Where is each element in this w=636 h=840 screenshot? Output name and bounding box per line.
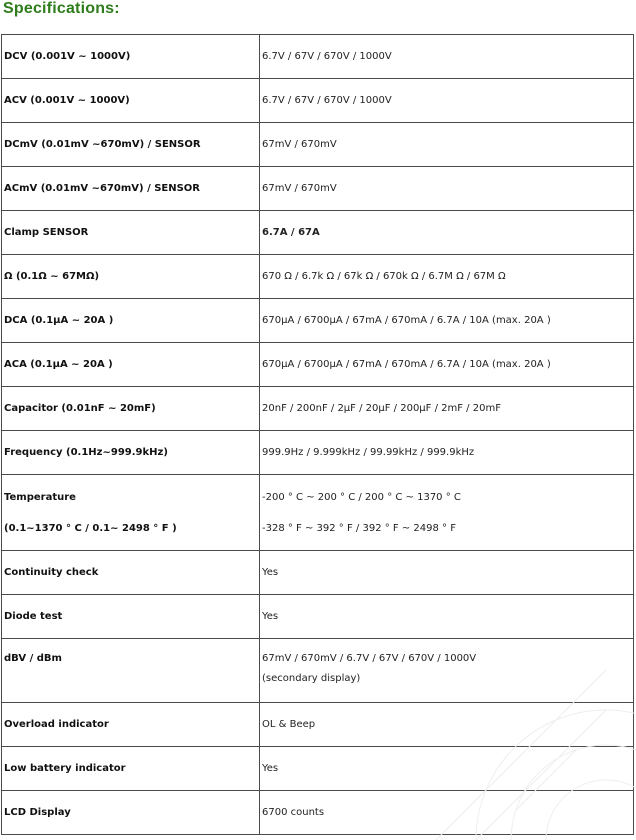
spec-value: 999.9Hz / 9.999kHz / 99.99kHz / 999.9kHz xyxy=(260,431,634,475)
spec-label: Low battery indicator xyxy=(2,747,260,791)
spec-label: Diode test xyxy=(2,595,260,639)
table-row xyxy=(2,299,634,343)
spec-label: ACA (0.1µA ~ 20A ) xyxy=(2,343,260,387)
spec-label: Continuity check xyxy=(2,551,260,595)
spec-value: 670µA / 6700µA / 67mA / 670mA / 6.7A / 10A (max. 20A ) xyxy=(260,343,634,387)
page-title: Specifications: xyxy=(3,0,120,17)
spec-value-line: -328 ° F ~ 392 ° F / 392 ° F ~ 2498 ° F xyxy=(262,522,456,534)
specifications-table xyxy=(1,34,634,835)
spec-label: DCA (0.1µA ~ 20A ) xyxy=(2,299,260,343)
spec-label xyxy=(2,475,260,551)
table-row xyxy=(2,703,634,747)
table-row xyxy=(2,211,634,255)
spec-value: Yes xyxy=(260,595,634,639)
spec-label: DCmV (0.01mV ~670mV) / SENSOR xyxy=(2,123,260,167)
spec-value-line: -200 ° C ~ 200 ° C / 200 ° C ~ 1370 ° C xyxy=(262,491,461,503)
spec-label-line: (0.1~1370 ° C / 0.1~ 2498 ° F ) xyxy=(4,522,177,534)
spec-label-line: Temperature xyxy=(4,491,76,503)
spec-value: 6.7V / 67V / 670V / 1000V xyxy=(260,35,634,79)
spec-label: DCV (0.001V ~ 1000V) xyxy=(2,35,260,79)
spec-label: Frequency (0.1Hz~999.9kHz) xyxy=(2,431,260,475)
spec-label: ACmV (0.01mV ~670mV) / SENSOR xyxy=(2,167,260,211)
table-row xyxy=(2,791,634,835)
spec-value: 67mV / 670mV xyxy=(260,167,634,211)
spec-value: Yes xyxy=(260,551,634,595)
table-row xyxy=(2,431,634,475)
spec-value: 670 Ω / 6.7k Ω / 67k Ω / 670k Ω / 6.7M Ω / 67M Ω xyxy=(260,255,634,299)
spec-label: Capacitor (0.01nF ~ 20mF) xyxy=(2,387,260,431)
table-row xyxy=(2,343,634,387)
spec-value xyxy=(260,639,634,703)
spec-value: OL & Beep xyxy=(260,703,634,747)
spec-label: Overload indicator xyxy=(2,703,260,747)
spec-value-line: (secondary display) xyxy=(262,673,361,684)
table-row xyxy=(2,551,634,595)
spec-label: ACV (0.001V ~ 1000V) xyxy=(2,79,260,123)
spec-value: 670µA / 6700µA / 67mA / 670mA / 6.7A / 10A (max. 20A ) xyxy=(260,299,634,343)
spec-value: 6700 counts xyxy=(260,791,634,835)
table-row xyxy=(2,747,634,791)
table-row xyxy=(2,387,634,431)
spec-value: 6.7V / 67V / 670V / 1000V xyxy=(260,79,634,123)
table-row xyxy=(2,475,634,551)
spec-value: Yes xyxy=(260,747,634,791)
spec-label: Ω (0.1Ω ~ 67MΩ) xyxy=(2,255,260,299)
table-row xyxy=(2,255,634,299)
table-row xyxy=(2,167,634,211)
spec-value-line: 67mV / 670mV / 6.7V / 67V / 670V / 1000V xyxy=(262,653,477,664)
spec-label: LCD Display xyxy=(2,791,260,835)
table-row xyxy=(2,639,634,703)
spec-value: 6.7A / 67A xyxy=(260,211,634,255)
spec-label: dBV / dBm xyxy=(2,639,260,703)
table-row xyxy=(2,35,634,79)
spec-value: 67mV / 670mV xyxy=(260,123,634,167)
spec-value xyxy=(260,475,634,551)
table-row xyxy=(2,79,634,123)
table-row xyxy=(2,595,634,639)
table-row xyxy=(2,123,634,167)
spec-label: Clamp SENSOR xyxy=(2,211,260,255)
spec-value: 20nF / 200nF / 2µF / 20µF / 200µF / 2mF / 20mF xyxy=(260,387,634,431)
